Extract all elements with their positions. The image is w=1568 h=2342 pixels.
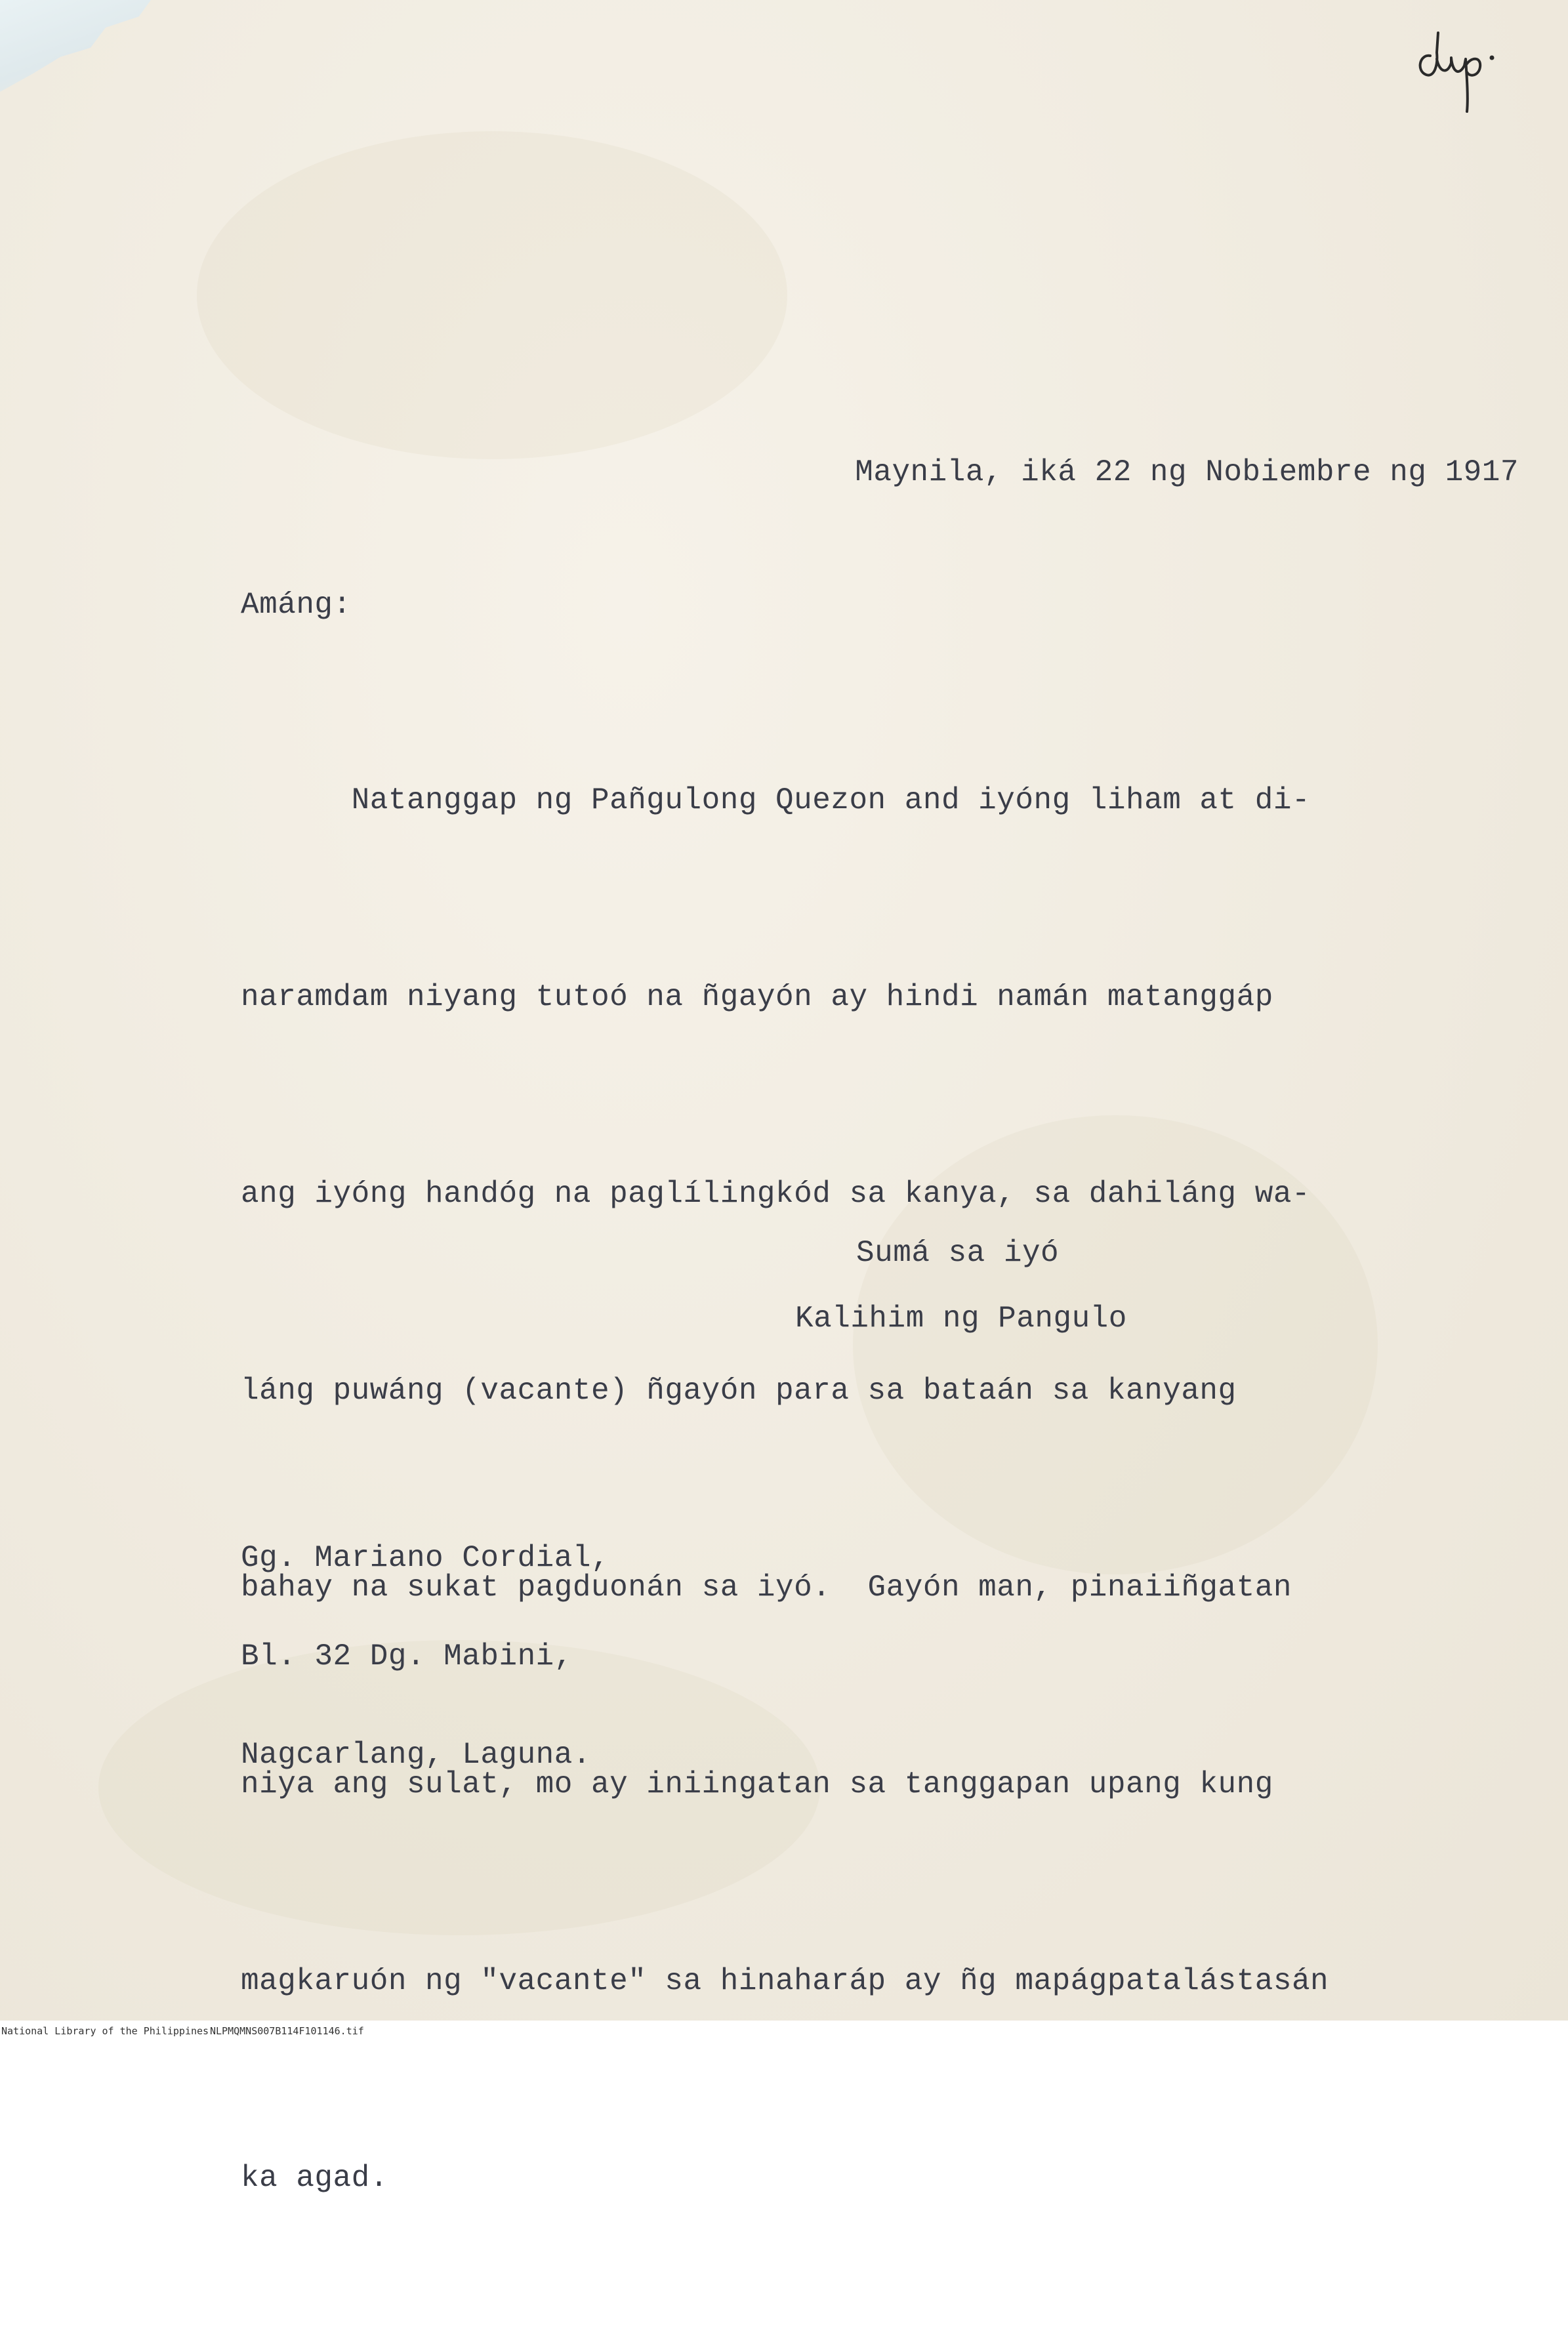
footer-filename: NLPMQMNS007B114F101146.tif	[210, 2025, 364, 2037]
address-line: Nagcarlang, Laguna.	[241, 1738, 591, 1772]
torn-corner	[0, 0, 151, 92]
body-line: magkaruón ng "vacante" sa hinaharáp ay ñg mapágpatalástasán	[241, 1964, 1329, 1998]
handwritten-dup-note	[1411, 20, 1509, 131]
recipient-address	[241, 1476, 609, 1837]
address-line: Bl. 32 Dg. Mabini,	[241, 1639, 573, 1674]
closing: Sumá sa iyó	[856, 1236, 1060, 1270]
salutation: Amáng:	[241, 588, 352, 622]
body-line: naramdam niyang tutoó na ñgayón ay hindi namán matanggáp	[241, 980, 1273, 1014]
address-line: Gg. Mariano Cordial,	[241, 1541, 610, 1575]
footer-library: National Library of the Philippines	[1, 2025, 209, 2037]
body-line: láng puwáng (vacante) ñgayón para sa bataán sa kanyang	[241, 1374, 1237, 1408]
body-line: ka agad.	[241, 2161, 388, 2195]
body-line: Natanggap ng Pañgulong Quezon and iyóng liham at di-	[241, 783, 1311, 817]
body-line: bahay na sukat pagduonán sa iyó. Gayón man, pinaiiñgatan	[241, 1571, 1292, 1605]
scan-footer	[0, 2022, 1568, 2041]
signature-title: Kalihim ng Pangulo	[795, 1302, 1127, 1336]
paper-stain	[197, 131, 787, 459]
body-line: niya ang sulat, mo ay iniingatan sa tanggapan upang kung	[241, 1767, 1273, 1801]
date-line: Maynila, iká 22 ng Nobiembre ng 1917	[855, 455, 1519, 489]
body-line: ang iyóng handóg na paglílingkód sa kanya, sa dahiláng wa-	[241, 1177, 1311, 1211]
